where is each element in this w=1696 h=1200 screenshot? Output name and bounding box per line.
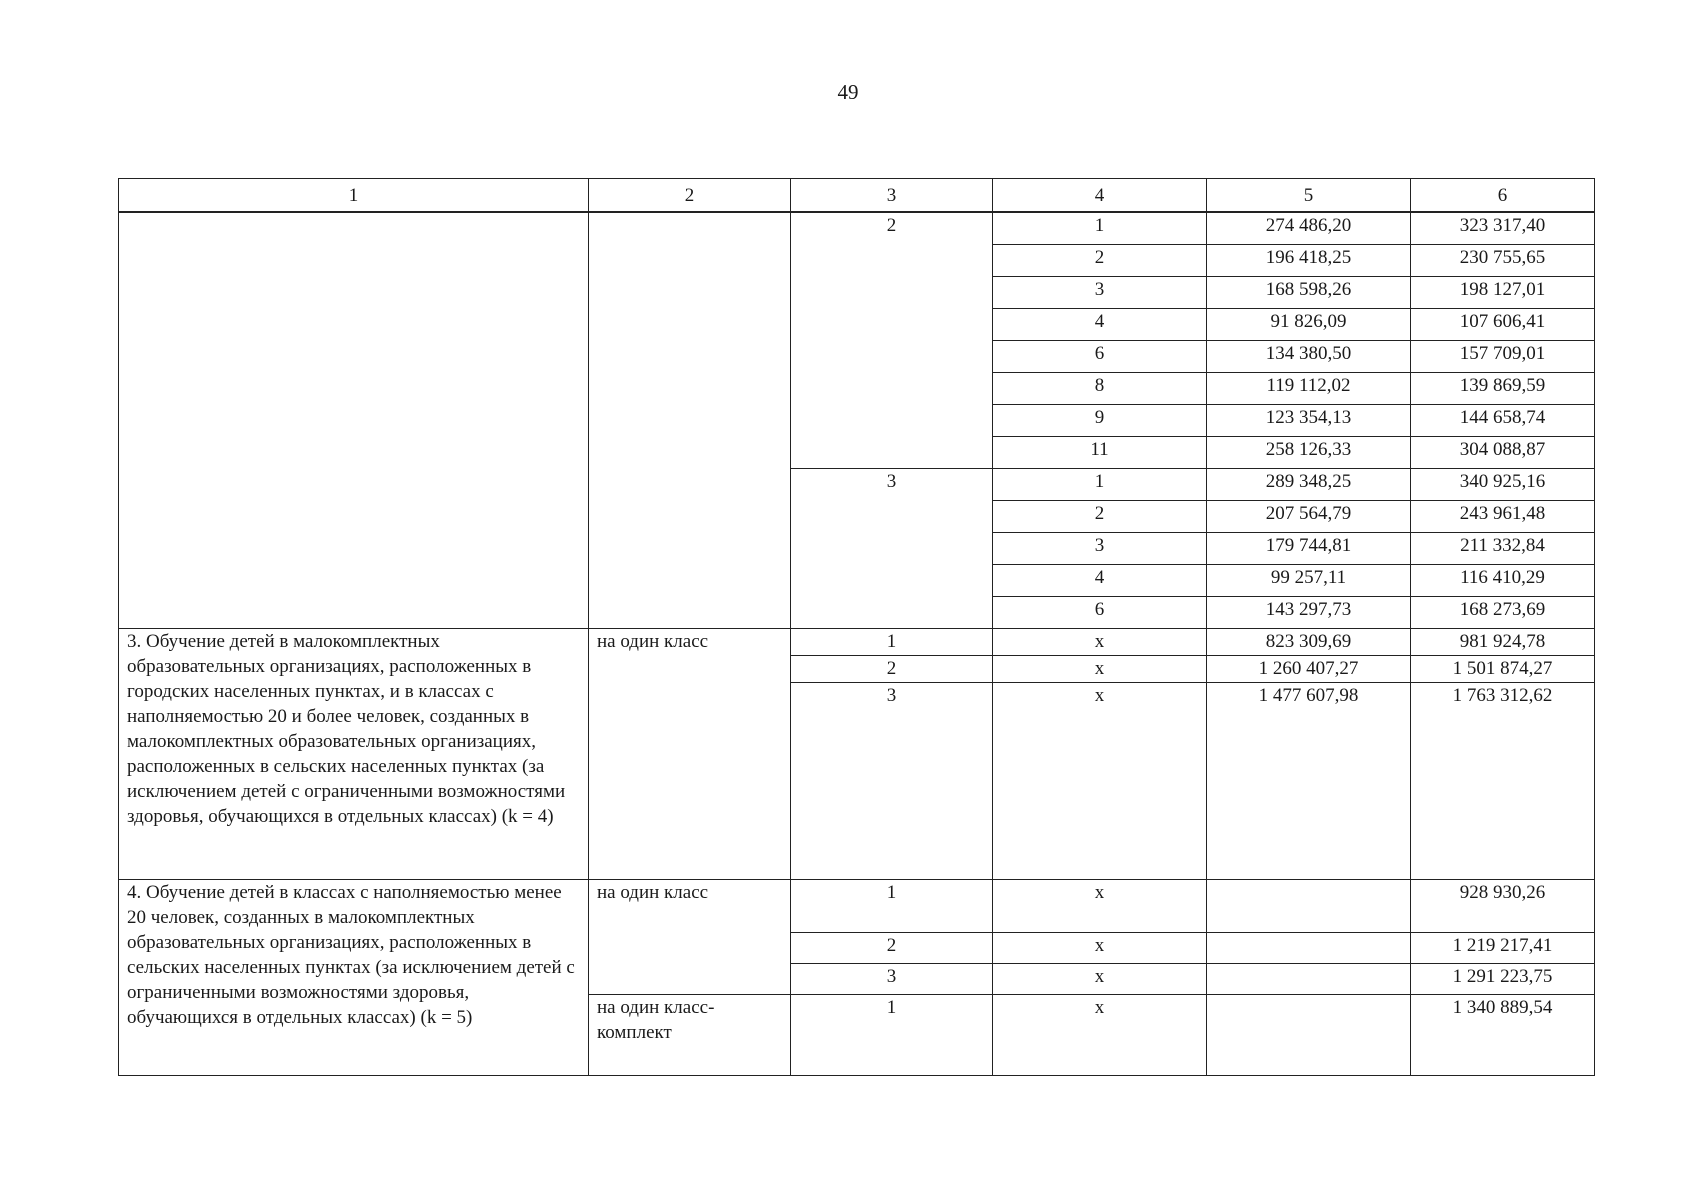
value-2023-cell: 340 925,16 — [1411, 469, 1595, 501]
size-cell: x — [993, 629, 1207, 656]
grade-cell: 2 — [791, 212, 993, 469]
table-row — [119, 880, 1595, 933]
grade-cell: 1 — [791, 629, 993, 656]
value-2022-cell: 1 260 407,27 — [1207, 656, 1411, 683]
section-3-unit: на один класс — [589, 629, 791, 880]
size-cell: x — [993, 683, 1207, 880]
value-2023-cell: 198 127,01 — [1411, 277, 1595, 309]
cost-norms-table — [118, 178, 1595, 1076]
header-col-3: 3 — [791, 179, 993, 213]
value-2023-cell: 168 273,69 — [1411, 597, 1595, 629]
value-2022-cell: 1 477 607,98 — [1207, 683, 1411, 880]
header-col-6: 6 — [1411, 179, 1595, 213]
page-number: 49 — [837, 80, 859, 104]
table-row — [119, 212, 1595, 245]
grade-cell: 3 — [791, 469, 993, 629]
value-2023-cell: 928 930,26 — [1411, 880, 1595, 933]
header-row — [119, 179, 1595, 213]
section-3-description: 3. Обучение детей в малокомплектных образовательных организациях, расположенных в городских населенных пунктах, и в классах с наполняемостью 20 и более человек, созданных в малокомплектных образовательных организациях, расположенных в сельских населенных пунктах (за исключением детей с ограниченными возможностями здоровья, обучающихся в отдельных классах) (k = 4) — [119, 629, 589, 880]
value-2023-cell: 1 291 223,75 — [1411, 964, 1595, 995]
value-2022-cell: 134 380,50 — [1207, 341, 1411, 373]
value-2023-cell: 116 410,29 — [1411, 565, 1595, 597]
value-2023-cell: 1 501 874,27 — [1411, 656, 1595, 683]
size-cell: x — [993, 880, 1207, 933]
size-cell: 3 — [993, 277, 1207, 309]
size-cell: x — [993, 995, 1207, 1076]
value-2023-cell: 1 219 217,41 — [1411, 933, 1595, 964]
size-cell: 9 — [993, 405, 1207, 437]
value-2022-cell: 274 486,20 — [1207, 212, 1411, 245]
size-cell: x — [993, 964, 1207, 995]
header-col-1: 1 — [119, 179, 589, 213]
value-2023-cell: 1 340 889,54 — [1411, 995, 1595, 1076]
size-cell: 2 — [993, 501, 1207, 533]
grade-cell: 2 — [791, 933, 993, 964]
size-cell: 1 — [993, 469, 1207, 501]
header-col-2: 2 — [589, 179, 791, 213]
header-col-4: 4 — [993, 179, 1207, 213]
value-2022-cell — [1207, 995, 1411, 1076]
size-cell: 3 — [993, 533, 1207, 565]
continuation-unit-cell — [589, 212, 791, 629]
value-2022-cell: 143 297,73 — [1207, 597, 1411, 629]
size-cell: 11 — [993, 437, 1207, 469]
value-2023-cell: 323 317,40 — [1411, 212, 1595, 245]
size-cell: x — [993, 933, 1207, 964]
header-col-5: 5 — [1207, 179, 1411, 213]
value-2023-cell: 304 088,87 — [1411, 437, 1595, 469]
size-cell: 6 — [993, 341, 1207, 373]
grade-cell: 1 — [791, 880, 993, 933]
grade-cell: 3 — [791, 964, 993, 995]
value-2022-cell: 119 112,02 — [1207, 373, 1411, 405]
value-2022-cell: 99 257,11 — [1207, 565, 1411, 597]
value-2022-cell: 258 126,33 — [1207, 437, 1411, 469]
value-2023-cell: 243 961,48 — [1411, 501, 1595, 533]
value-2022-cell — [1207, 933, 1411, 964]
size-cell: 4 — [993, 565, 1207, 597]
section-4-unit-complex: на один класс-комплект — [589, 995, 791, 1076]
section-4-unit-class: на один класс — [589, 880, 791, 995]
value-2023-cell: 211 332,84 — [1411, 533, 1595, 565]
continuation-description-cell — [119, 212, 589, 629]
grade-cell: 1 — [791, 995, 993, 1076]
grade-cell: 3 — [791, 683, 993, 880]
section-4-description: 4. Обучение детей в классах с наполняемостью менее 20 человек, созданных в малокомплектных образовательных организациях, расположенных в сельских населенных пунктах (за исключением детей с ограниченными возможностями здоровья, обучающихся в отдельных классах) (k = 5) — [119, 880, 589, 1076]
value-2023-cell: 1 763 312,62 — [1411, 683, 1595, 880]
value-2023-cell: 139 869,59 — [1411, 373, 1595, 405]
value-2023-cell: 230 755,65 — [1411, 245, 1595, 277]
value-2022-cell: 168 598,26 — [1207, 277, 1411, 309]
size-cell: 6 — [993, 597, 1207, 629]
value-2022-cell: 196 418,25 — [1207, 245, 1411, 277]
value-2022-cell: 823 309,69 — [1207, 629, 1411, 656]
value-2022-cell: 207 564,79 — [1207, 501, 1411, 533]
value-2023-cell: 981 924,78 — [1411, 629, 1595, 656]
size-cell: 8 — [993, 373, 1207, 405]
size-cell: 4 — [993, 309, 1207, 341]
value-2023-cell: 157 709,01 — [1411, 341, 1595, 373]
table-row — [119, 629, 1595, 656]
value-2022-cell — [1207, 880, 1411, 933]
size-cell: 2 — [993, 245, 1207, 277]
grade-cell: 2 — [791, 656, 993, 683]
value-2023-cell: 144 658,74 — [1411, 405, 1595, 437]
size-cell: x — [993, 656, 1207, 683]
value-2022-cell: 179 744,81 — [1207, 533, 1411, 565]
size-cell: 1 — [993, 212, 1207, 245]
value-2022-cell: 123 354,13 — [1207, 405, 1411, 437]
value-2022-cell: 91 826,09 — [1207, 309, 1411, 341]
value-2022-cell — [1207, 964, 1411, 995]
value-2023-cell: 107 606,41 — [1411, 309, 1595, 341]
value-2022-cell: 289 348,25 — [1207, 469, 1411, 501]
